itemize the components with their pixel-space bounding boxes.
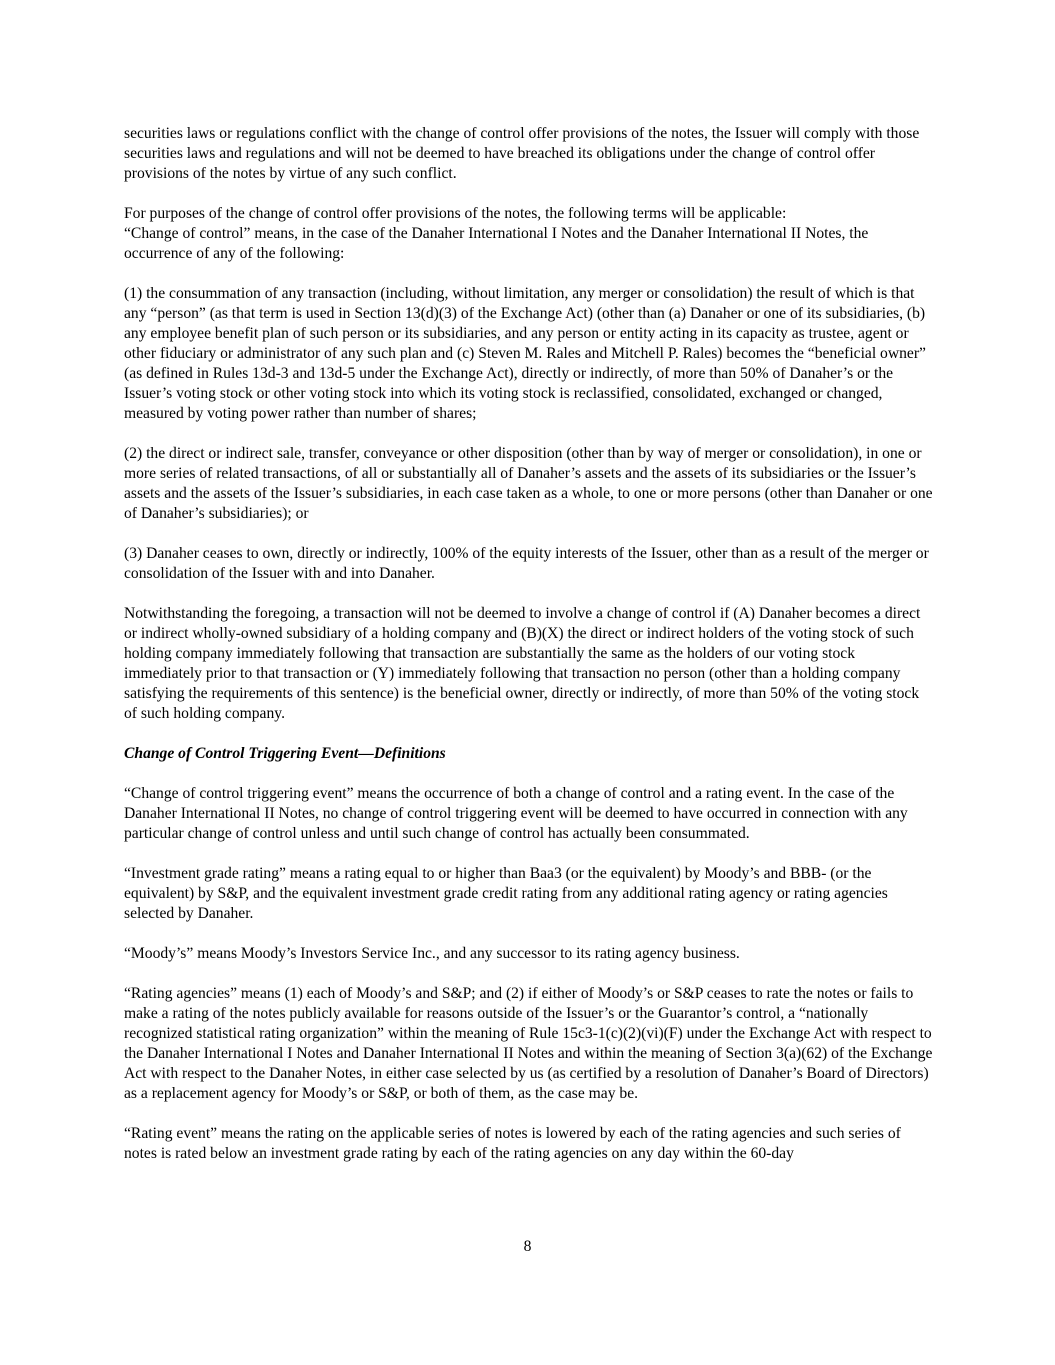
page-number: 8 (523, 1238, 532, 1255)
paragraph-change-of-control-definition: “Change of control” means, in the case of the Danaher International I Notes and the Danaher International II Notes, the occurrence of any of the following: (124, 225, 869, 262)
paragraph-clause-1: (1) the consummation of any transaction (including, without limitation, any merger or consolidation) the result of which is that any “person” (as that term is used in Section 13(d)(3) of the Exchange Act) (other than (a) Danaher or one of its subsidiaries, (b) any employee benefit plan of such person or its subsidiaries, and any person or entity acting in its capacity as trustee, agent or other fiduciary or administrator of any such plan and (c) Steven M. Rales and Mitchell P. Rales) becomes the “beneficial owner” (as defined in Rules 13d-3 and 13d-5 under the Exchange Act), directly or indirectly, of more than 50% of Danaher’s or the Issuer’s voting stock or other voting stock into which its voting stock is reclassified, consolidated, exchanged or changed, measured by voting power rather than number of shares; (124, 285, 926, 422)
paragraph-securities-laws: securities laws or regulations conflict with the change of control offer provisions of the notes, the Issuer will comply with those securities laws and regulations and will not be deemed to have breached its obligations under the change of control offer provisions of the notes by virtue of any such conflict. (124, 125, 920, 182)
definition-rating-agencies: “Rating agencies” means (1) each of Moody’s and S&P; and (2) if either of Moody’s or S&P ceases to rate the notes or fails to make a rating of the notes publicly available for reasons outside of the Issuer’s or the Guarantor’s control, a “nationally recognized statistical rating organization” within the meaning of Rule 15c3-1(c)(2)(vi)(F) under the Exchange Act with respect to the Danaher International I Notes and Danaher International II Notes and within the meaning of Section 3(a)(62) of the Exchange Act with respect to the Danaher Notes, in either case selected by us (as certified by a resolution of Danaher’s Board of Directors) as a replacement agency for Moody’s or S&P, or both of them, as the case may be. (124, 985, 933, 1102)
definition-investment-grade: “Investment grade rating” means a rating equal to or higher than Baa3 (or the equivalent) by Moody’s and BBB- (or the equivalent) by S&P, and the equivalent investment grade credit rating from any additional rating agency or rating agencies selected by Danaher. (124, 865, 888, 922)
paragraph-clause-3: (3) Danaher ceases to own, directly or indirectly, 100% of the equity interests of the Issuer, other than as a result of the merger or consolidation of the Issuer with and into Danaher. (124, 545, 929, 582)
definition-moodys: “Moody’s” means Moody’s Investors Service Inc., and any successor to its rating agency business. (124, 945, 740, 962)
paragraph-notwithstanding: Notwithstanding the foregoing, a transaction will not be deemed to involve a change of control if (A) Danaher becomes a direct or indirect wholly-owned subsidiary of a holding company and (B)(X) the direct or indirect holders of the voting stock of such holding company immediately following that transaction are substantially the same as the holders of our voting stock immediately prior to that transaction or (Y) immediately following that transaction no person (other than a holding company satisfying the requirements of this sentence) is the beneficial owner, directly or indirectly, of more than 50% of the voting stock of such holding company. (124, 605, 921, 722)
paragraph-clause-2: (2) the direct or indirect sale, transfer, conveyance or other disposition (other than by way of merger or consolidation), in one or more series of related transactions, of all or substantially all of Danaher’s assets and the assets of its subsidiaries or the Issuer’s assets and the assets of the Issuer’s subsidiaries, in each case taken as a whole, to one or more persons (other than Danaher or one of Danaher’s subsidiaries); or (124, 445, 933, 522)
document-body (124, 124, 934, 1164)
definition-rating-event: “Rating event” means the rating on the applicable series of notes is lowered by each of the rating agencies and such series of notes is rated below an investment grade rating by each of the rating agencies on any day within the 60-day (124, 1125, 901, 1162)
definition-triggering-event: “Change of control triggering event” means the occurrence of both a change of control and a rating event. In the case of the Danaher International II Notes, no change of control triggering event will be deemed to have occurred in connection with any particular change of control unless and until such change of control has actually been consummated. (124, 785, 908, 842)
section-heading: Change of Control Triggering Event—Definitions (124, 745, 446, 762)
paragraph-purposes-intro: For purposes of the change of control offer provisions of the notes, the following terms will be applicable: (124, 205, 787, 222)
